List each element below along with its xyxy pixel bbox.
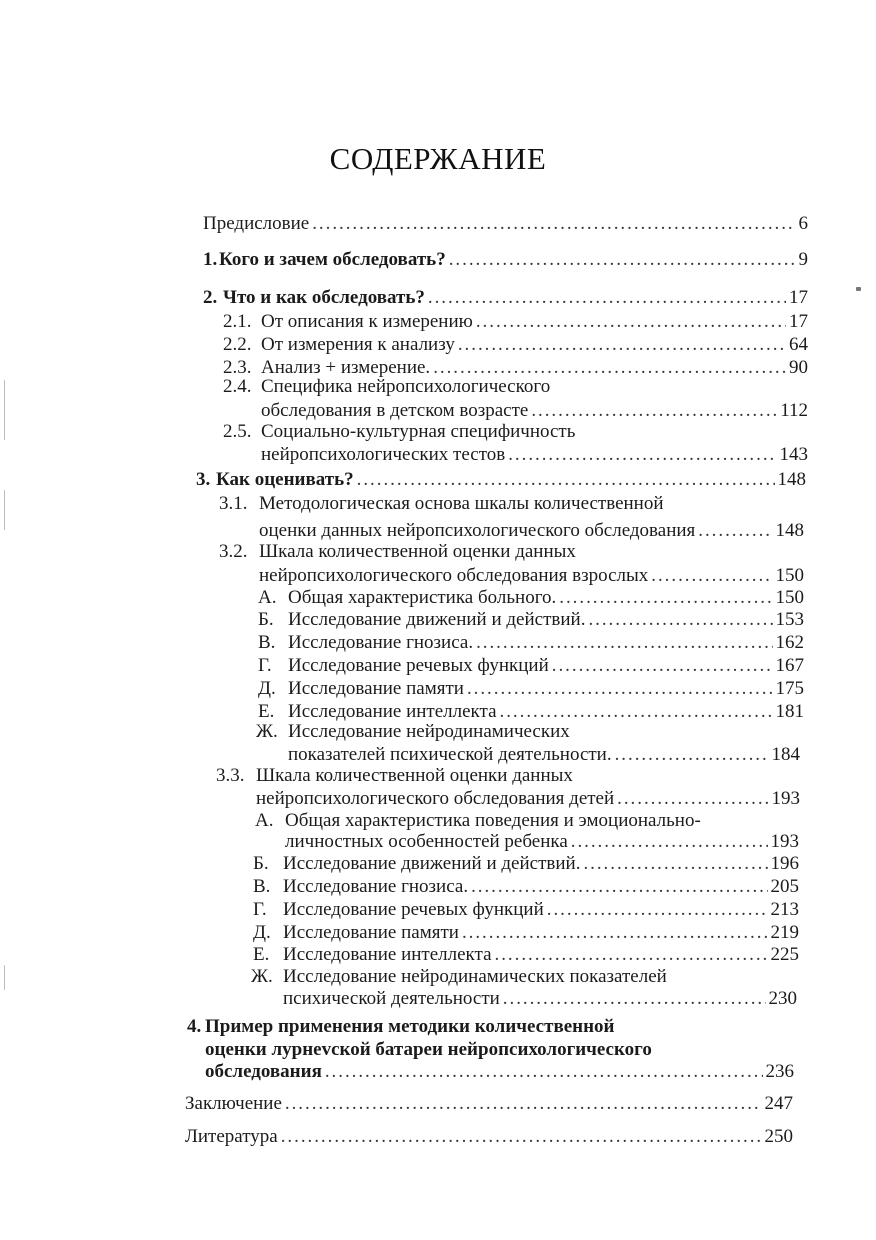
toc-entry-text: Исследование интеллекта [288, 701, 497, 722]
toc-entry-text: Анализ + измерение. [261, 357, 431, 378]
toc-entry-text: Заключение [185, 1093, 282, 1114]
toc-entry-chapter-3[interactable] [196, 469, 806, 491]
scan-speck [4, 380, 5, 440]
toc-entry-number: Е. [253, 944, 270, 965]
dot-leader [531, 400, 777, 422]
toc-page-number: 17 [789, 311, 808, 332]
dot-leader [312, 213, 795, 235]
toc-entry-number: 2.3. [223, 357, 252, 378]
toc-entry-text: нейропсихологических тестов [261, 444, 506, 465]
dot-leader [651, 565, 772, 587]
dot-leader [552, 655, 773, 677]
dot-leader [476, 632, 772, 654]
toc-entry-text: От измерения к анализу [261, 334, 455, 355]
toc-page-number: 9 [798, 249, 808, 270]
dot-leader [617, 788, 768, 810]
dot-leader [615, 744, 769, 766]
dot-leader [467, 678, 773, 700]
toc-entry-text: оценки данных нейропсихологического обследования [259, 520, 696, 541]
toc-page-number: 6 [798, 213, 808, 234]
toc-entry-text: психической деятельности [283, 988, 500, 1009]
toc-page-number: 225 [770, 944, 799, 965]
toc-entry-number: 3.2. [219, 541, 248, 562]
toc-page-number: 247 [764, 1093, 793, 1114]
toc-entry-number: Д. [253, 922, 271, 943]
toc-entry-text: Кого и зачем обследовать? [219, 249, 446, 270]
toc-entry-text: личностных особенностей ребенка [285, 831, 568, 852]
dot-leader [571, 831, 768, 853]
toc-entry-text: Исследование речевых функций [283, 899, 544, 920]
toc-page-number: 175 [775, 678, 804, 699]
toc-page-number: 181 [775, 701, 804, 722]
toc-entry-number: Г. [253, 899, 267, 920]
toc-entry-2-5[interactable] [261, 444, 808, 466]
dot-leader [508, 444, 776, 466]
dot-leader [500, 701, 773, 723]
toc-entry-3-2-d[interactable] [258, 678, 804, 700]
toc-entry-text: оценки лурнevской батареи нейропсихологического [205, 1039, 652, 1060]
toc-page-number: 90 [789, 357, 808, 378]
toc-entry-3-3-b[interactable] [253, 853, 799, 875]
toc-page-number: 167 [775, 655, 804, 676]
toc-entry-number: 2.1. [223, 311, 252, 332]
toc-entry-text: Исследование интеллекта [283, 944, 492, 965]
toc-page-number: 236 [765, 1061, 794, 1082]
toc-entry-number: В. [253, 876, 271, 897]
toc-entry-2-1[interactable] [223, 311, 808, 333]
toc-entry-3-2-b[interactable] [258, 609, 804, 631]
toc-entry-number: Б. [258, 609, 274, 630]
toc-entry-text: нейропсихологического обследования взрослых [259, 565, 649, 586]
toc-page-number: 219 [770, 922, 799, 943]
toc-entry-text: Методологическая основа шкалы количественной [259, 493, 664, 514]
toc-entry-3-2-zh[interactable] [288, 744, 800, 766]
dot-leader [698, 520, 772, 542]
toc-entry-text: Исследование гнозиса. [288, 632, 474, 653]
toc-entry-text: показателей психической деятельности. [288, 744, 612, 765]
toc-entry-3-3-d[interactable] [253, 922, 799, 944]
toc-page-number: 193 [770, 831, 799, 852]
dot-leader [281, 1126, 762, 1148]
toc-entry-3-3-v[interactable] [253, 876, 799, 898]
dot-leader [547, 899, 768, 921]
toc-entry-text: От описания к измерению [261, 311, 473, 332]
toc-entry-3-2[interactable] [259, 565, 804, 587]
toc-page-number: 150 [775, 587, 804, 608]
toc-entry-chapter-1[interactable] [203, 249, 808, 271]
toc-entry-number: 4. [187, 1016, 202, 1037]
toc-page-number: 148 [775, 520, 804, 541]
toc-page-number: 148 [777, 469, 806, 490]
page-title: СОДЕРЖАНИЕ [329, 141, 547, 176]
toc-entry-3-2-e[interactable] [258, 701, 804, 723]
toc-entry-text: обследования в детском возрасте [261, 400, 529, 421]
toc-entry-2-4[interactable] [261, 400, 808, 422]
toc-page-number: 64 [789, 334, 808, 355]
toc-page-number: 250 [764, 1126, 793, 1147]
toc-entry-text: Шкала количественной оценки данных [256, 765, 573, 786]
toc-entry-text: Исследование нейродинамических показателей [283, 966, 667, 987]
toc-page-number: 196 [770, 853, 799, 874]
toc-entry-conclusion[interactable] [185, 1093, 793, 1115]
toc-entry-text: Исследование памяти [283, 922, 459, 943]
toc-entry-3-2-v[interactable] [258, 632, 804, 654]
toc-entry-2-2[interactable] [223, 334, 808, 356]
dot-leader [325, 1061, 763, 1083]
toc-entry-text: Общая характеристика больного. [288, 587, 557, 608]
toc-entry-number: Ж. [251, 966, 273, 987]
dot-leader [458, 334, 786, 356]
dot-leader [449, 249, 796, 271]
toc-entry-number: Г. [258, 655, 272, 676]
toc-page-number: 193 [771, 788, 800, 809]
dot-leader [471, 876, 767, 898]
toc-entry-text: Исследование гнозиса. [283, 876, 469, 897]
toc-page-number: 143 [779, 444, 808, 465]
toc-entry-text: обследования [205, 1061, 322, 1082]
toc-entry-3-3-a[interactable] [285, 831, 799, 853]
dot-leader [583, 853, 767, 875]
toc-entry-number: А. [258, 587, 277, 608]
toc-entry-text: Как оценивать? [216, 469, 354, 490]
scan-speck [856, 287, 861, 291]
toc-entry-preface[interactable] [203, 213, 808, 235]
toc-entry-text: нейропсихологического обследования детей [256, 788, 615, 809]
toc-entry-number: А. [255, 810, 274, 831]
toc-entry-text: Исследование движений и действий. [283, 853, 581, 874]
toc-page-number: 205 [770, 876, 799, 897]
toc-entry-number: Е. [258, 701, 275, 722]
toc-entry-chapter-2[interactable] [203, 287, 808, 309]
toc-page-number: 162 [775, 632, 804, 653]
toc-entry-number: 2.5. [223, 421, 252, 442]
toc-entry-number: В. [258, 632, 276, 653]
dot-leader [588, 609, 772, 631]
dot-leader [495, 944, 768, 966]
dot-leader [503, 988, 766, 1010]
toc-entry-text: Что и как обследовать? [223, 287, 425, 308]
toc-entry-number: 2.2. [223, 334, 252, 355]
toc-entry-chapter-4[interactable] [205, 1061, 794, 1083]
dot-leader [357, 469, 775, 491]
toc-entry-text: Исследование памяти [288, 678, 464, 699]
dot-leader [285, 1093, 762, 1115]
toc-entry-number: 2.4. [223, 376, 252, 397]
toc-entry-number: 3. [196, 469, 211, 490]
toc-entry-text: Литература [185, 1126, 278, 1147]
toc-entry-3-1[interactable] [259, 520, 804, 542]
toc-entry-text: Пример применения методики количественной [205, 1016, 615, 1037]
toc-entry-text: Социально-культурная специфичность [261, 421, 576, 442]
toc-entry-text: Исследование нейродинамических [288, 721, 570, 742]
dot-leader [462, 922, 768, 944]
toc-page-number: 112 [780, 400, 808, 421]
toc-entry-number: Д. [258, 678, 276, 699]
toc-entry-text: Специфика нейропсихологического [261, 376, 551, 397]
toc-page-number: 230 [768, 988, 797, 1009]
scan-speck [4, 965, 5, 990]
toc-entry-text: Шкала количественной оценки данных [259, 541, 576, 562]
toc-entry-3-3-g[interactable] [253, 899, 799, 921]
toc-entry-number: 3.1. [219, 493, 248, 514]
scan-speck [4, 490, 5, 530]
toc-page-number: 213 [770, 899, 799, 920]
toc-entry-number: 2. [203, 287, 218, 308]
toc-entry-number: Ж. [256, 721, 278, 742]
toc-entry-text: Предисловие [203, 213, 310, 234]
dot-leader [559, 587, 772, 609]
toc-entry-3-3[interactable] [256, 788, 800, 810]
toc-entry-number: 1. [203, 249, 218, 270]
toc-page-number: 153 [775, 609, 804, 630]
toc-entry-3-3-zh[interactable] [283, 988, 797, 1010]
toc-page-number: 17 [789, 287, 808, 308]
toc-page-number: 150 [775, 565, 804, 586]
toc-entry-text: Исследование речевых функций [288, 655, 549, 676]
dot-leader [428, 287, 786, 309]
toc-page-number: 184 [771, 744, 800, 765]
toc-entry-text: Исследование движений и действий. [288, 609, 586, 630]
dot-leader [476, 311, 786, 333]
toc-entry-number: 3.3. [216, 765, 245, 786]
toc-entry-number: Б. [253, 853, 269, 874]
toc-entry-text: Общая характеристика поведения и эмоционально- [285, 810, 701, 831]
toc-entry-3-2-g[interactable] [258, 655, 804, 677]
toc-entry-3-3-e[interactable] [253, 944, 799, 966]
toc-entry-literature[interactable] [185, 1126, 793, 1148]
toc-entry-3-2-a[interactable] [258, 587, 804, 609]
